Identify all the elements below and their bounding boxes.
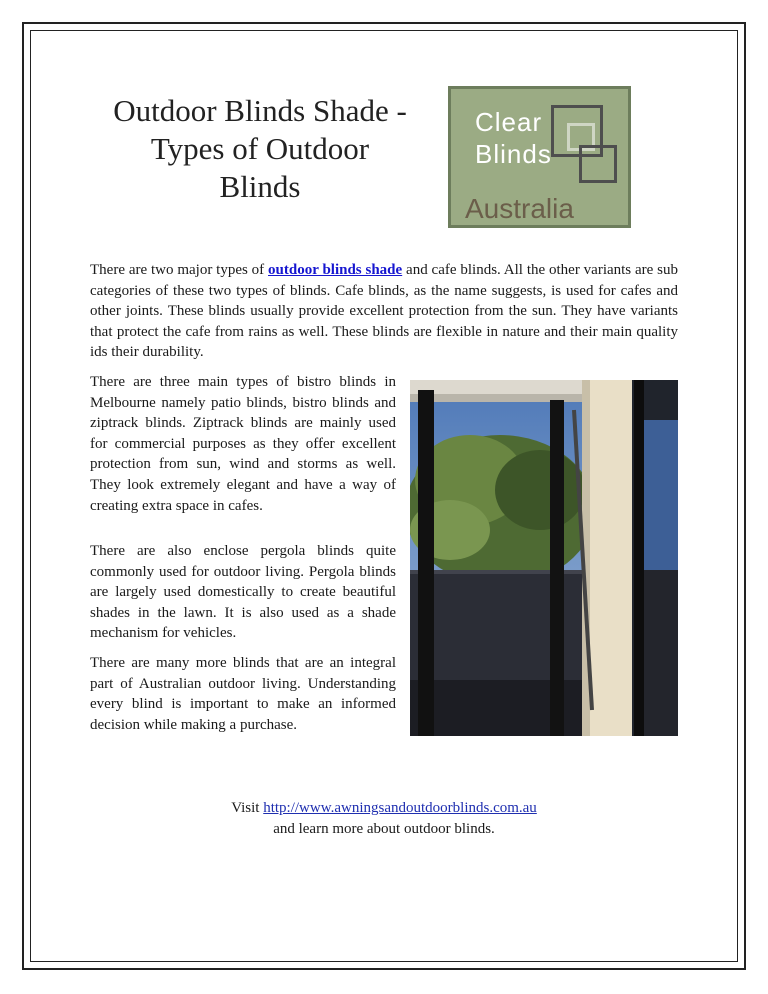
logo-square-icon <box>579 145 617 183</box>
clear-blinds-australia-logo <box>448 86 631 228</box>
bistro-blinds-paragraph: There are three main types of bistro blinds in Melbourne namely patio blinds, bistro blinds and ziptrack blinds. Ziptrack blinds are mainly used for commercial purposes as they offer excellent protection from sun, wind and storms as well. They look extremely elegant and have a way of creating extra space in cafes. <box>90 374 396 514</box>
logo-word-blinds: Blinds <box>475 139 552 169</box>
website-link[interactable]: http://www.awningsandoutdoorblinds.com.au <box>263 800 537 816</box>
cafe-blinds-photo-illustration <box>410 380 678 736</box>
cafe-blinds-photo <box>410 380 678 736</box>
footer-learn-more-text: and learn more about outdoor blinds. <box>273 821 495 837</box>
pergola-blinds-paragraph: There are also enclose pergola blinds quite commonly used for outdoor living. Pergola blinds are largely used domestically to create beautiful shades in the lawn. It is also used as a shade mechanism for vehicles. <box>90 543 396 642</box>
title-line-1: Outdoor Blinds Shade - <box>113 93 407 128</box>
intro-paragraph <box>90 260 678 363</box>
intro-text-before: There are two major types of <box>90 262 269 278</box>
logo-word-australia: Australia <box>465 193 574 224</box>
title-line-3: Blinds <box>219 169 301 204</box>
intro-text-after: and cafe blinds. All the other variants are sub categories of these two types of blinds. Cafe blinds, as the name suggests, is used for cafes and other joints. These blinds usually provide excellent protection from the sun. They have variants that protect the cafe from rains as well. These blinds are flexible in nature and their main quality ids their durability. <box>90 262 678 361</box>
title-line-2: Types of Outdoor <box>150 131 370 166</box>
logo-word-clear: Clear <box>475 107 543 137</box>
outdoor-blinds-shade-link[interactable]: outdoor blinds shade <box>268 262 403 278</box>
page-title <box>80 92 440 206</box>
footer <box>90 798 678 840</box>
footer-visit-text: Visit <box>231 800 264 816</box>
more-blinds-paragraph: There are many more blinds that are an integral part of Australian outdoor living. Understanding every blind is important to make an informed decision while making a purchase. <box>90 655 396 733</box>
